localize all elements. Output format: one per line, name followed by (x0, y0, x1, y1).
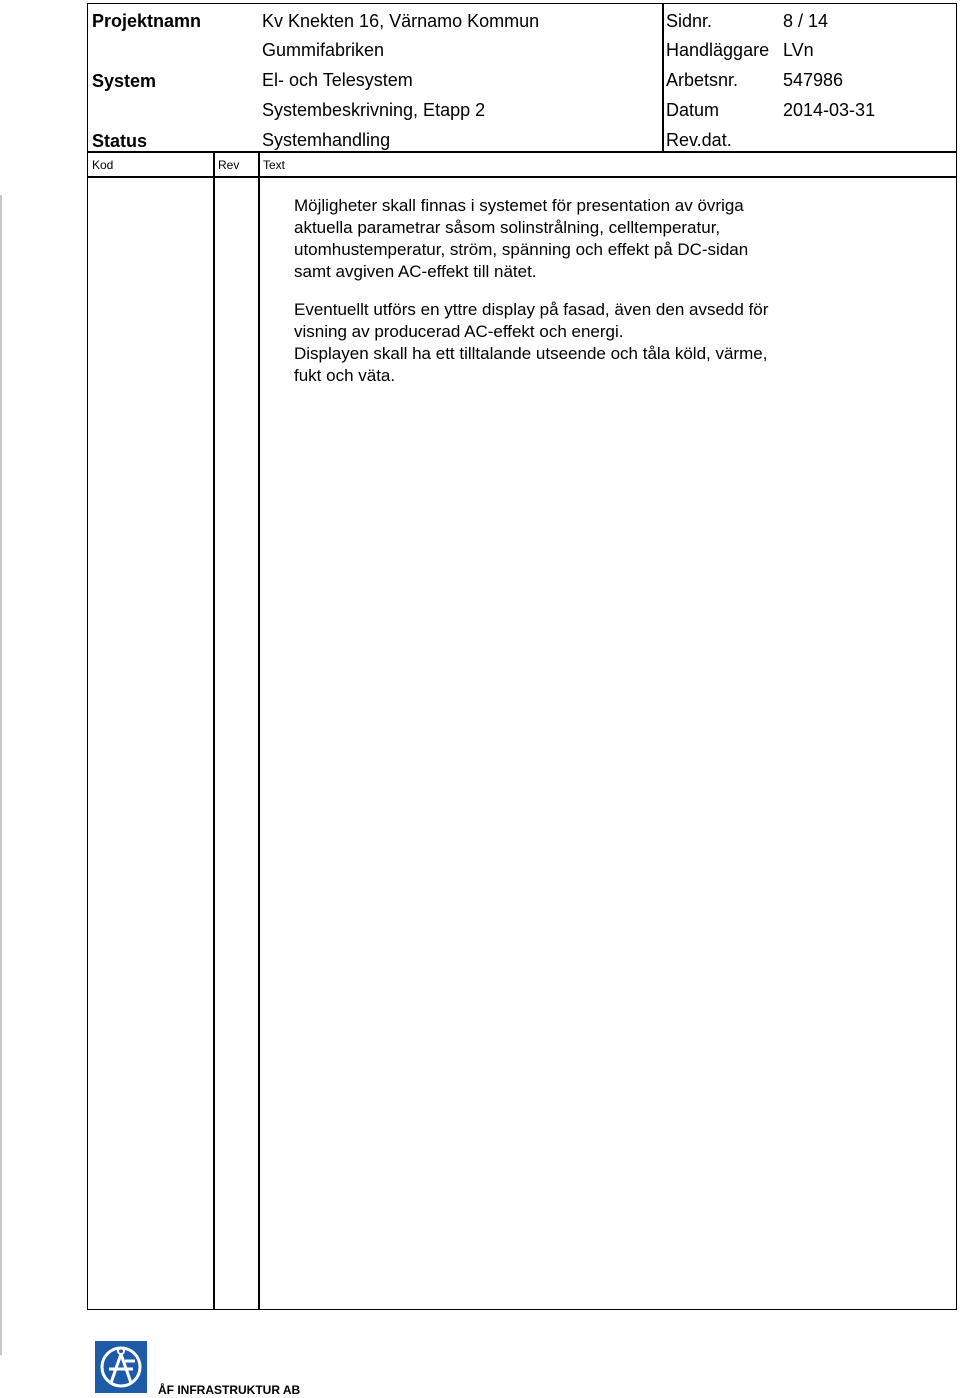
sidnr-label: Sidnr. (666, 11, 713, 31)
status-label: Status (92, 131, 148, 151)
projektnamn-value: Kv Knekten 16, Värnamo Kommun (262, 11, 540, 31)
header-divider (87, 151, 957, 153)
body-line: aktuella parametrar såsom solinstrålning, celltemperatur, (294, 218, 721, 237)
system-value-line-2: Systembeskrivning, Etapp 2 (262, 100, 486, 120)
body-line: fukt och väta. (294, 366, 396, 385)
body-line: Eventuellt utförs en yttre display på fasad, även den avsedd för (294, 300, 769, 319)
body-line: samt avgiven AC-effekt till nätet. (294, 262, 537, 281)
status-value: Systemhandling (262, 130, 391, 150)
handlaggare-value: LVn (783, 40, 814, 60)
handlaggare-label: Handläggare (666, 40, 770, 60)
rev-column-header: Rev (218, 158, 240, 172)
body-line: utomhustemperatur, ström, spänning och effekt på DC-sidan (294, 240, 749, 259)
column-header-divider (87, 176, 957, 178)
body-line: Displayen skall ha ett tilltalande utseende och tåla köld, värme, (294, 344, 768, 363)
body-line: Möjligheter skall finnas i systemet för presentation av övriga (294, 196, 744, 215)
text-column-header: Text (263, 158, 286, 172)
document-body (294, 195, 768, 403)
arbetsnr-label: Arbetsnr. (666, 70, 739, 90)
datum-label: Datum (666, 100, 720, 120)
kod-column-header: Kod (92, 158, 114, 172)
company-name: ÅF INFRASTRUKTUR AB (158, 1383, 301, 1397)
datum-value: 2014-03-31 (783, 100, 876, 120)
af-logo-icon (95, 1341, 147, 1393)
revdat-label: Rev.dat. (666, 130, 732, 150)
body-line: visning av producerad AC-effekt och energi. (294, 322, 624, 341)
kod-column-divider (213, 151, 215, 1309)
projektnamn-value-line-2: Gummifabriken (262, 40, 385, 60)
sidnr-value: 8 / 14 (783, 11, 829, 31)
system-label: System (92, 71, 157, 91)
paragraph-presentation (294, 195, 768, 283)
left-margin-line (0, 195, 2, 1355)
paragraph-display (294, 299, 768, 387)
rev-column-divider (258, 151, 260, 1309)
arbetsnr-value: 547986 (783, 70, 844, 90)
projektnamn-label: Projektnamn (92, 11, 202, 31)
header-column-divider (662, 3, 664, 152)
system-value: El- och Telesystem (262, 70, 413, 90)
